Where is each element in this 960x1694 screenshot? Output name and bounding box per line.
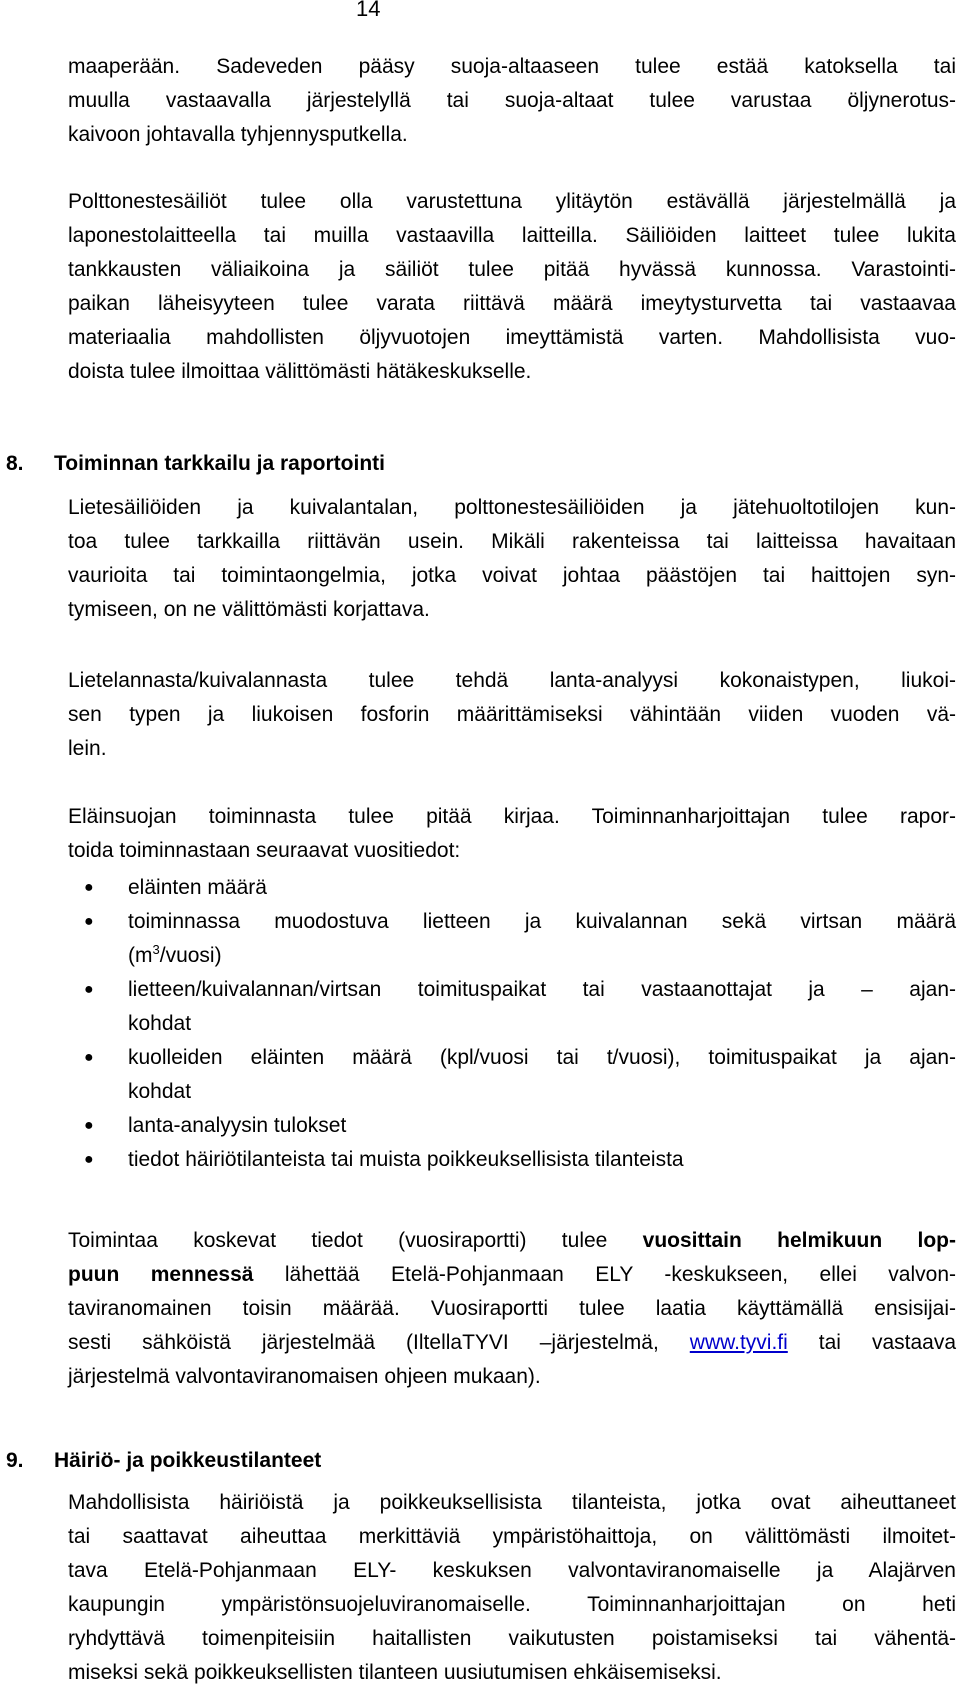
text-line: tava Etelä-Pohjanmaan ELY- keskuksen valvontaviranomaiselle ja Alajärven <box>68 1559 956 1582</box>
paragraph-drainage <box>68 50 956 152</box>
bullet-icon: ● <box>84 1049 94 1066</box>
text-line: materiaalia mahdollisten öljyvuotojen imeyttämistä varten. Mahdollisista vuo- <box>68 326 956 349</box>
paragraph-records <box>68 800 956 868</box>
list-item-text: lietteen/kuivalannan/virtsan toimituspaikat tai vastaanottajat ja – ajan- <box>128 978 956 1001</box>
bullet-icon: ● <box>84 1151 94 1168</box>
paragraph-monitoring <box>68 491 956 627</box>
text-line: Toimintaa koskevat tiedot (vuosiraportti) tulee vuosittain helmikuun lop- <box>68 1229 956 1252</box>
list-item-text: tiedot häiriötilanteista tai muista poikkeuksellisista tilanteista <box>128 1148 684 1171</box>
text-line: Eläinsuojan toiminnasta tulee pitää kirjaa. Toiminnanharjoittajan tulee rapor- <box>68 805 956 828</box>
list-item <box>68 1109 956 1143</box>
paragraph-annual-report <box>68 1224 956 1394</box>
section-heading-9 <box>0 1444 321 1478</box>
text-line: järjestelmä valvontaviranomaisen ohjeen mukaan). <box>68 1365 541 1388</box>
text-line: miseksi sekä poikkeuksellisten tilanteen uusiutumisen ehkäisemiseksi. <box>68 1661 722 1684</box>
list-item <box>68 871 956 905</box>
page-number: 14 <box>356 0 381 21</box>
list-item-text: $(m^3/vuosi)$ <box>128 942 222 967</box>
text-line: Lietesäiliöiden ja kuivalantalan, polttonestesäiliöiden ja jätehuoltotilojen kun- <box>68 496 956 519</box>
text-line: Mahdollisista häiriöistä ja poikkeuksellisista tilanteista, jotka ovat aiheuttaneet <box>68 1491 956 1514</box>
text-line: taviranomainen toisin määrää. Vuosiraportti tulee laatia käyttämällä ensisijai- <box>68 1297 956 1320</box>
text-line: vaurioita tai toimintaongelmia, jotka voivat johtaa päästöjen tai haittojen syn- <box>68 564 956 587</box>
paragraph-fuel-tanks <box>68 185 956 389</box>
text-line: doista tulee ilmoittaa välittömästi hätäkeskukselle. <box>68 360 532 383</box>
list-item <box>68 973 956 1041</box>
text-line: laponestolaitteella tai muilla vastaavilla laitteilla. Säiliöiden laitteet tulee lukita <box>68 224 956 247</box>
text-line: sen typen ja liukoisen fosforin määrittämiseksi vähintään viiden vuoden vä- <box>68 703 956 726</box>
text-line: muulla vastaavalla järjestelyllä tai suoja-altaat tulee varustaa öljynerotus- <box>68 89 956 112</box>
section-number: 9. <box>6 1449 24 1472</box>
text-line: sesti sähköistä järjestelmää (IltellaTYVI –järjestelmä, www.tyvi.fi tai vastaava <box>68 1331 956 1354</box>
text-line: Polttonestesäiliöt tulee olla varustettuna ylitäytön estävällä järjestelmällä ja <box>68 190 956 213</box>
list-item <box>68 1041 956 1109</box>
text-line: tankkausten väliaikoina ja säiliöt tulee pitää hyvässä kunnossa. Varastointi- <box>68 258 956 281</box>
text-line: toida toiminnastaan seuraavat vuositiedot: <box>68 839 461 862</box>
annual-data-list <box>68 871 956 1177</box>
list-item-text: kohdat <box>128 1080 192 1103</box>
text-line: tai saattavat aiheuttaa merkittäviä ympäristöhaittoja, on välittömästi ilmoitet- <box>68 1525 956 1548</box>
section-title: Toiminnan tarkkailu ja raportointi <box>54 452 385 475</box>
text-line: ryhdyttävä toimenpiteisiin haitallisten vaikutusten poistamiseksi tai vähentä- <box>68 1627 956 1650</box>
text-line: tymiseen, on ne välittömästi korjattava. <box>68 598 430 621</box>
text-line: paikan läheisyyteen tulee varata riittävä määrä imeytysturvetta tai vastaavaa <box>68 292 956 315</box>
section-heading-8 <box>0 447 385 481</box>
list-item-text: lanta-analyysin tulokset <box>128 1114 347 1137</box>
text-line: kaivoon johtavalla tyhjennysputkella. <box>68 123 408 146</box>
list-item-text: kohdat <box>128 1012 192 1035</box>
bullet-icon: ● <box>84 879 94 896</box>
list-item <box>68 1143 956 1177</box>
list-item-text: toiminnassa muodostuva lietteen ja kuivalannan sekä virtsan määrä <box>128 910 956 933</box>
bullet-icon: ● <box>84 913 94 930</box>
tyvi-link[interactable]: www.tyvi.fi <box>689 1331 788 1354</box>
section-number: 8. <box>6 452 24 475</box>
bullet-icon: ● <box>84 1117 94 1134</box>
text-line: toa tulee tarkkailla riittävän usein. Mikäli rakenteissa tai laitteissa havaitaan <box>68 530 956 553</box>
list-item-text: eläinten määrä <box>128 876 267 899</box>
text-line: Lietelannasta/kuivalannasta tulee tehdä lanta-analyysi kokonaistypen, liukoi- <box>68 669 956 692</box>
bullet-icon: ● <box>84 981 94 998</box>
text-line: puun mennessä lähettää Etelä-Pohjanmaan ELY -keskukseen, ellei valvon- <box>68 1263 956 1286</box>
text-line: lein. <box>68 737 107 760</box>
paragraph-manure-analysis <box>68 664 956 766</box>
text-line: kaupungin ympäristönsuojeluviranomaiselle. Toiminnanharjoittajan on heti <box>68 1593 956 1616</box>
list-item <box>68 905 956 973</box>
section-title: Häiriö- ja poikkeustilanteet <box>54 1449 322 1472</box>
text-line: maaperään. Sadeveden pääsy suoja-altaaseen tulee estää katoksella tai <box>68 55 956 78</box>
list-item-text: kuolleiden eläinten määrä (kpl/vuosi tai t/vuosi), toimituspaikat ja ajan- <box>128 1046 956 1069</box>
paragraph-incidents <box>68 1486 956 1690</box>
